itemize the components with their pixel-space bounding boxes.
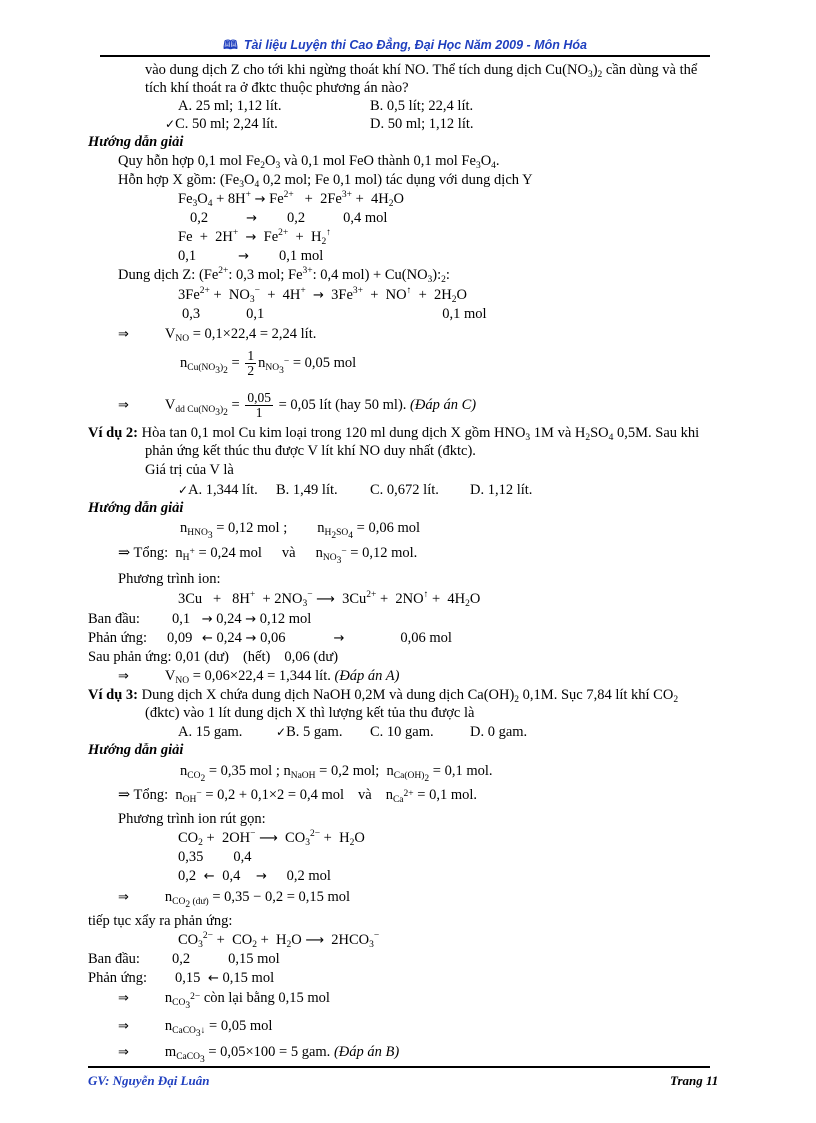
checkmark-icon: ✓ bbox=[165, 117, 176, 131]
solution-line: Quy hỗn hợp 0,1 mol $Fe_2O_3$ và 0,1 mol FeO thành 0,1 mol $Fe_3O_4$. bbox=[118, 153, 500, 171]
amount-row: 0,1 → 0,1 mol bbox=[178, 248, 324, 264]
option-d: D. 1,12 lít. bbox=[470, 482, 533, 498]
question-line: Giá trị của V là bbox=[145, 462, 234, 478]
equation: $3Cu + 8H^+ + 2NO_3^-$ ⟶ $3Cu^{2+} + 2NO^↑ + 4H_2O$ bbox=[178, 590, 481, 609]
solution-heading: Hướng dẫn giải bbox=[88, 134, 184, 150]
amount-row: Sau phản ứng: 0,01 (dư) (hết) 0,06 (dư) bbox=[88, 649, 339, 665]
solution-line: Phương trình ion rút gọn: bbox=[118, 811, 266, 827]
formula-line: $n_{Cu(NO_3)_2}$ = $\frac{1}{2}$ $n_{NO_3^-} = 0,05$ mol bbox=[180, 348, 357, 378]
formula-line: $n_{CO_2} = 0,35$ mol ; $n_{NaOH} = 0,2$ mol; $n_{Ca(OH)_2} = 0,1$ mol. bbox=[180, 763, 493, 784]
formula-line: $n_{HNO_3} = 0,12$ mol ; $n_{H_2SO_4} = 0,06$ mol bbox=[180, 520, 421, 541]
checkmark-icon: ✓ bbox=[178, 483, 189, 497]
formula-line: ⇒ Tổng: $n_{OH^-} = 0,2 + 0,1\times 2 = 0,4$ mol và $n_{Ca^{2+}} = 0,1$ mol. bbox=[118, 787, 478, 805]
amount-row: Ban đầu: 0,1 → 0,24 → 0,12 mol bbox=[88, 611, 312, 627]
equation: $CO_2 + 2OH^-$ ⟶ $CO_3^{2-} + H_2O$ bbox=[178, 829, 365, 848]
amount-row: Ban đầu: 0,2 0,15 mol bbox=[88, 951, 280, 967]
amount-row: 0,35 0,4 bbox=[178, 849, 252, 865]
amount-row: 0,3 0,1 0,1 mol bbox=[182, 306, 487, 322]
amount-row: Phản ứng: 0,09 ← 0,24 → 0,06 → 0,06 mol bbox=[88, 630, 452, 646]
footer-author: GV: Nguyễn Đại Luân bbox=[88, 1073, 210, 1088]
question-line: tích khí thoát ra ở đktc thuộc phương án nào? bbox=[145, 80, 409, 96]
question-line: (đktc) vào 1 lít dung dịch X thì lượng kết tủa thu được là bbox=[145, 705, 475, 721]
equation: $Fe + 2H^+ \to Fe^{2+} + H_2^↑$ bbox=[178, 228, 331, 247]
solution-heading: Hướng dẫn giải bbox=[88, 742, 184, 758]
option-b-correct: ✓B. 5 gam. bbox=[276, 724, 343, 740]
option-c: C. 0,672 lít. bbox=[370, 482, 439, 498]
option-a: A. 25 ml; 1,12 lít. bbox=[178, 98, 282, 114]
option-d: D. 0 gam. bbox=[470, 724, 528, 740]
option-c-correct: ✓C. 50 ml; 2,24 lít. bbox=[165, 116, 278, 132]
equation: $3Fe^{2+} + NO_3^- + 4H^+ \to 3Fe^{3+} + NO^↑ + 2H_2O$ bbox=[178, 286, 468, 305]
result-line: ⇒ $n_{CO_3^{2-}}$ còn lại bằng 0,15 mol bbox=[118, 990, 330, 1011]
solution-line: tiếp tục xẩy ra phản ứng: bbox=[88, 913, 233, 929]
example-2-statement: Ví dụ 2: Hòa tan 0,1 mol Cu kim loại trong 120 ml dung dịch X gồm $HNO_3$ 1M và $H_2SO_4$ 0,5M. Sau khi bbox=[88, 425, 700, 443]
solution-heading: Hướng dẫn giải bbox=[88, 500, 184, 516]
header-title: Tài liệu Luyện thi Cao Đẳng, Đại Học Năm 2009 - Môn Hóa bbox=[243, 38, 587, 52]
option-c: C. 10 gam. bbox=[370, 724, 434, 740]
page-header bbox=[100, 36, 710, 57]
solution-line: Phương trình ion: bbox=[118, 571, 221, 587]
result-line: ⇒ $m_{CaCO_3} = 0,05\times 100 = 5$ gam. (Đáp án B) bbox=[118, 1044, 400, 1065]
result-line: ⇒ $V_{NO} = 0,1\times 22,4 = 2,24$ lít. bbox=[118, 326, 317, 344]
option-a-correct: ✓A. 1,344 lít. bbox=[178, 482, 258, 498]
result-line: ⇒ $n_{CO_2 (dư)} = 0,35 - 0,2 = 0,15$ mol bbox=[118, 889, 351, 910]
result-line: ⇒ $V_{dd Cu(NO_3)_2}$ = $\frac{0,05}{1}$ = 0,05 lít (hay 50 ml). (Đáp án C) bbox=[118, 390, 477, 420]
amount-row: 0,2 → 0,2 0,4 mol bbox=[190, 210, 388, 226]
formula-line: ⇒ Tổng: $n_{H^+} = 0,24$ mol và $n_{NO_3^-} = 0,12$ mol. bbox=[118, 545, 418, 566]
option-a: A. 15 gam. bbox=[178, 724, 243, 740]
equation: $Fe_3O_4 + 8H^+ \to Fe^{2+} + 2Fe^{3+} + 4H_2O$ bbox=[178, 190, 404, 209]
footer-rule bbox=[88, 1066, 710, 1068]
result-line: ⇒ $n_{CaCO_3↓} = 0,05$ mol bbox=[118, 1018, 273, 1039]
option-d: D. 50 ml; 1,12 lít. bbox=[370, 116, 474, 132]
amount-row: Phản ứng: 0,15 ← 0,15 mol bbox=[88, 970, 275, 986]
question-line: phản ứng kết thúc thu được V lít khí NO duy nhất (đktc). bbox=[145, 443, 476, 459]
checkmark-icon: ✓ bbox=[276, 725, 287, 739]
page-number: Trang 11 bbox=[670, 1073, 719, 1088]
equation: $CO_3^{2-} + CO_2 + H_2O$ ⟶ $2HCO_3^-$ bbox=[178, 931, 380, 950]
option-b: B. 0,5 lít; 22,4 lít. bbox=[370, 98, 474, 114]
result-line: ⇒ $V_{NO} = 0,06\times 22,4 = 1,344$ lít. (Đáp án A) bbox=[118, 668, 400, 686]
example-3-statement: Ví dụ 3: Dung dịch X chứa dung dịch NaOH 0,2M và dung dịch $Ca(OH)_2$ 0,1M. Sục 7,84 lít khí $CO_2$ bbox=[88, 687, 679, 705]
book-icon: 🕮 bbox=[223, 38, 238, 52]
solution-line: Hỗn hợp X gồm: ($Fe_3O_4$ 0,2 mol; Fe 0,1 mol) tác dụng với dung dịch Y bbox=[118, 172, 533, 190]
solution-line: Dung dịch Z: ($Fe^{2+}$: 0,3 mol; $Fe^{3+}$: 0,4 $mol) + Cu(NO_3):_2$: bbox=[118, 266, 450, 285]
question-line: vào dung dịch Z cho tới khi ngừng thoát khí NO. Thể tích dung dịch $Cu(NO_3)_2$ cần dùng và thể bbox=[145, 62, 698, 80]
header-rule bbox=[100, 55, 710, 57]
amount-row: 0,2 ← 0,4 → 0,2 mol bbox=[178, 868, 331, 884]
option-b: B. 1,49 lít. bbox=[276, 482, 338, 498]
